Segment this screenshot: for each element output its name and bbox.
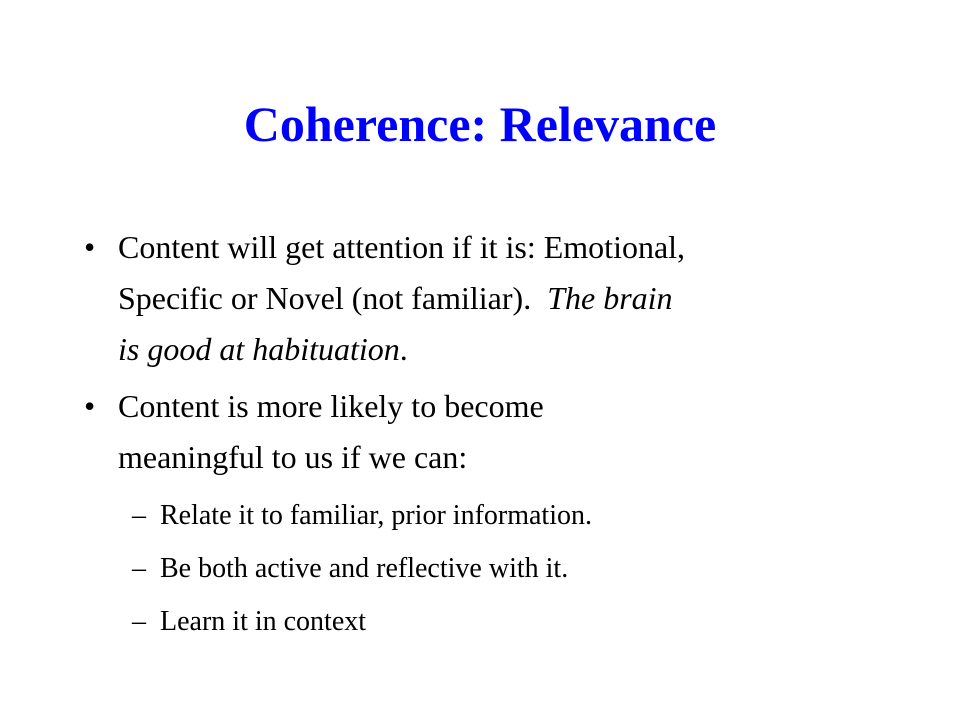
sub-bullet-text: Relate it to familiar, prior information.	[160, 500, 592, 531]
sub-bullet-text: Be both active and reflective with it.	[160, 553, 569, 584]
sub-bullet-marker: –	[132, 553, 146, 584]
sub-bullet-text: Learn it in context	[160, 606, 367, 637]
italic-text-segment: is good at habituation	[118, 331, 400, 367]
bullet-2	[0, 381, 960, 483]
slide-title: Coherence: Relevance	[243, 96, 717, 152]
sub-bullet-2	[0, 551, 960, 587]
bullet-line	[118, 381, 908, 432]
bullet-line	[118, 222, 908, 273]
bullet-marker: •	[84, 229, 96, 265]
bullet-line	[118, 432, 908, 483]
italic-text-segment: The brain	[547, 280, 673, 316]
text-segment: Specific or Novel (not familiar).	[118, 280, 548, 316]
bullet-text	[118, 222, 908, 375]
text-segment: Content is more likely to become	[118, 388, 544, 424]
bullet-line	[118, 324, 908, 375]
text-segment: Content will get attention if it is: Emotional,	[118, 229, 686, 265]
bullet-1	[0, 222, 960, 375]
sub-bullet-3	[0, 604, 960, 640]
bullet-text	[118, 381, 908, 483]
sub-bullet-marker: –	[132, 606, 146, 637]
bullet-line	[118, 273, 908, 324]
text-segment: meaningful to us if we can:	[118, 439, 468, 475]
text-segment: .	[399, 331, 408, 367]
sub-bullet-1	[0, 498, 960, 534]
bullet-marker: •	[84, 388, 96, 424]
sub-bullet-marker: –	[132, 500, 146, 531]
